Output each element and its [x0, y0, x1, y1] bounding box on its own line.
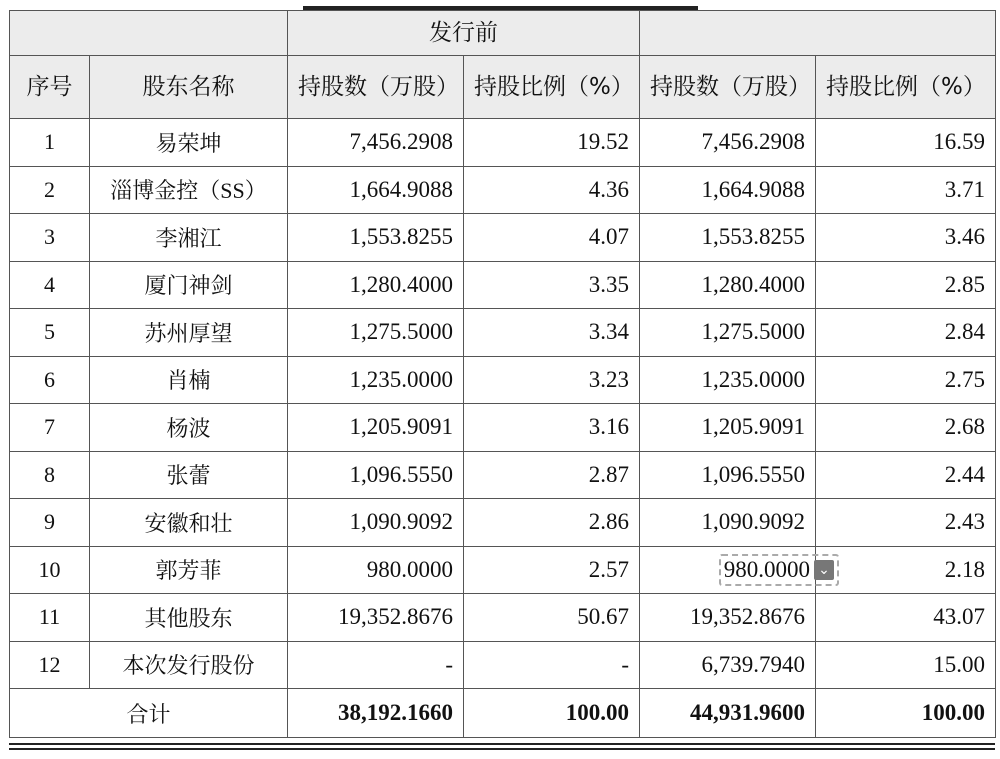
- ratio-before-cell: -: [464, 641, 640, 689]
- ratio-after-cell: 15.00: [816, 641, 996, 689]
- ratio-before-cell: 2.86: [464, 499, 640, 547]
- shareholder-name: 李湘江: [90, 214, 288, 262]
- row-number: 9: [10, 499, 90, 547]
- bottom-rule-double: [9, 748, 995, 750]
- ratio-after-cell: 3.71: [816, 166, 996, 214]
- header-blank: [10, 11, 288, 56]
- shares-before-cell: 1,664.9088: [288, 166, 464, 214]
- ratio-after-cell: 2.85: [816, 261, 996, 309]
- total-shares-after: 44,931.9600: [640, 689, 816, 738]
- shareholder-name: 郭芳菲: [90, 546, 288, 594]
- total-ratio-after: 100.00: [816, 689, 996, 738]
- ratio-after-cell: 2.75: [816, 356, 996, 404]
- shareholder-name: 其他股东: [90, 594, 288, 642]
- bottom-rule: [9, 743, 995, 745]
- shares-before-cell: 1,280.4000: [288, 261, 464, 309]
- table-row: [10, 166, 996, 214]
- total-row: [10, 689, 996, 738]
- ratio-before-cell: 2.57: [464, 546, 640, 594]
- header-ratio-after: 持股比例（%）: [816, 56, 996, 119]
- row-number: 12: [10, 641, 90, 689]
- ratio-after-cell: 2.44: [816, 451, 996, 499]
- row-number: 4: [10, 261, 90, 309]
- header-shares-after: 持股数（万股）: [640, 56, 816, 119]
- table-row: [10, 641, 996, 689]
- shares-after-cell: 1,096.5550: [640, 451, 816, 499]
- shares-after-cell: 1,664.9088: [640, 166, 816, 214]
- shares-after-cell: 19,352.8676: [640, 594, 816, 642]
- header-ratio-before: 持股比例（%）: [464, 56, 640, 119]
- shares-after-cell: 1,280.4000: [640, 261, 816, 309]
- ratio-after-cell: 43.07: [816, 594, 996, 642]
- shareholder-name: 易荣坤: [90, 119, 288, 167]
- ratio-after-cell: 2.43: [816, 499, 996, 547]
- ratio-before-cell: 3.35: [464, 261, 640, 309]
- header-group-row: [10, 11, 996, 56]
- shares-after-cell[interactable]: [640, 546, 830, 594]
- shares-before-cell: 1,553.8255: [288, 214, 464, 262]
- shareholder-name: 杨波: [90, 404, 288, 452]
- ratio-before-cell: 4.36: [464, 166, 640, 214]
- ratio-before-cell: 50.67: [464, 594, 640, 642]
- shareholder-name: 厦门神剑: [90, 261, 288, 309]
- row-number: 10: [10, 546, 90, 594]
- table-row: [10, 546, 996, 594]
- row-number: 8: [10, 451, 90, 499]
- row-number: 6: [10, 356, 90, 404]
- row-number: 2: [10, 166, 90, 214]
- shares-before-cell: 19,352.8676: [288, 594, 464, 642]
- shareholder-name: 淄博金控（SS）: [90, 166, 288, 214]
- shares-before-cell: 980.0000: [288, 546, 464, 594]
- ratio-after-cell: 2.68: [816, 404, 996, 452]
- shares-before-cell: 7,456.2908: [288, 119, 464, 167]
- header-name: 股东名称: [90, 56, 288, 119]
- shareholder-name: 张蕾: [90, 451, 288, 499]
- header-shares-before: 持股数（万股）: [288, 56, 464, 119]
- table-row: [10, 404, 996, 452]
- ratio-before-cell: 3.23: [464, 356, 640, 404]
- table-row: [10, 356, 996, 404]
- ratio-after-cell: 2.18: [816, 546, 996, 594]
- total-ratio-before: 100.00: [464, 689, 640, 738]
- total-shares-before: 38,192.1660: [288, 689, 464, 738]
- ratio-before-cell: 4.07: [464, 214, 640, 262]
- shareholder-table: [9, 10, 996, 738]
- row-number: 3: [10, 214, 90, 262]
- cell-editor[interactable]: [719, 554, 839, 586]
- shares-before-cell: 1,235.0000: [288, 356, 464, 404]
- total-label: 合计: [10, 689, 288, 738]
- shareholder-name: 本次发行股份: [90, 641, 288, 689]
- table-row: [10, 451, 996, 499]
- shares-after-cell: 1,275.5000: [640, 309, 816, 357]
- shares-after-cell: 6,739.7940: [640, 641, 816, 689]
- row-number: 7: [10, 404, 90, 452]
- shares-after-cell: 1,235.0000: [640, 356, 816, 404]
- ratio-before-cell: 2.87: [464, 451, 640, 499]
- shareholder-name: 安徽和壮: [90, 499, 288, 547]
- table-row: [10, 499, 996, 547]
- ratio-before-cell: 3.16: [464, 404, 640, 452]
- table-row: [10, 309, 996, 357]
- row-number: 11: [10, 594, 90, 642]
- table-row: [10, 214, 996, 262]
- ratio-before-cell: 3.34: [464, 309, 640, 357]
- shares-before-cell: 1,205.9091: [288, 404, 464, 452]
- ratio-after-cell: 2.84: [816, 309, 996, 357]
- ratio-after-cell: 3.46: [816, 214, 996, 262]
- ratio-before-cell: 19.52: [464, 119, 640, 167]
- row-number: 1: [10, 119, 90, 167]
- shares-before-cell: -: [288, 641, 464, 689]
- table-row: [10, 261, 996, 309]
- shares-before-cell: 1,090.9092: [288, 499, 464, 547]
- shares-after-cell: 7,456.2908: [640, 119, 816, 167]
- table-row: [10, 594, 996, 642]
- table-row: [10, 119, 996, 167]
- shares-after-cell: 1,090.9092: [640, 499, 816, 547]
- shares-after-cell: 1,205.9091: [640, 404, 816, 452]
- shareholder-name: 肖楠: [90, 356, 288, 404]
- chevron-down-icon[interactable]: ⌄: [814, 560, 834, 580]
- shares-before-cell: 1,096.5550: [288, 451, 464, 499]
- cell-editor-value: 980.0000: [723, 556, 810, 582]
- header-group-before: 发行前: [288, 11, 640, 56]
- shares-before-cell: 1,275.5000: [288, 309, 464, 357]
- row-number: 5: [10, 309, 90, 357]
- shares-after-cell: 1,553.8255: [640, 214, 816, 262]
- ratio-after-cell: 16.59: [816, 119, 996, 167]
- header-group-after: [640, 11, 996, 56]
- header-no: 序号: [10, 56, 90, 119]
- shareholder-name: 苏州厚望: [90, 309, 288, 357]
- header-sub-row: [10, 56, 996, 119]
